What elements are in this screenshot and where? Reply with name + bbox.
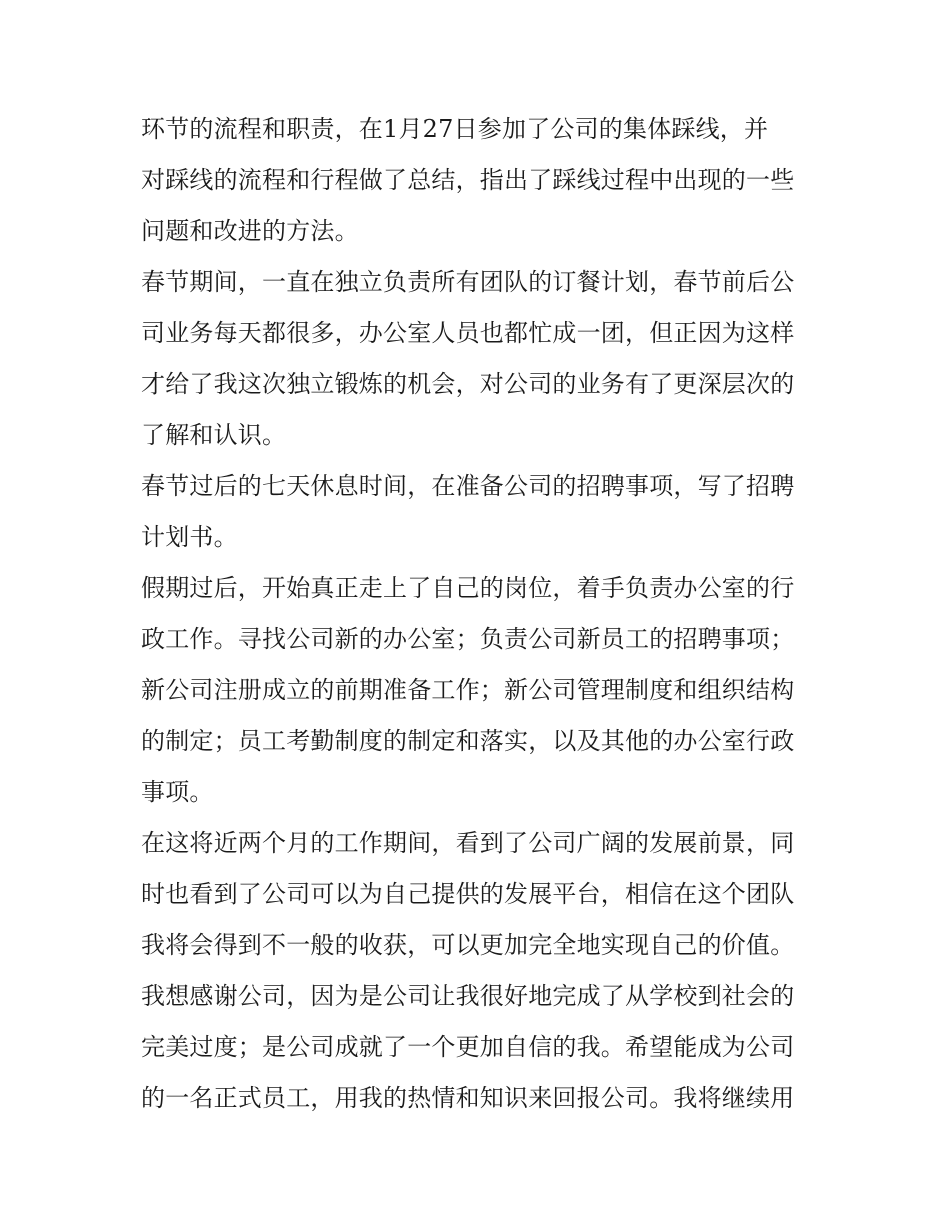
- text-line: 事项。: [141, 778, 214, 806]
- text-line: 对踩线的流程和行程做了总结，指出了踩线过程中出现的一些: [141, 166, 795, 194]
- text-line: 了解和认识。: [141, 421, 287, 449]
- text-line: 新公司注册成立的前期准备工作；新公司管理制度和组织结构: [141, 676, 795, 704]
- document-body: [141, 104, 813, 1124]
- text-line: 时也看到了公司可以为自己提供的发展平台，相信在这个团队: [141, 880, 795, 908]
- text-line: 春节过后的七天休息时间，在准备公司的招聘事项，写了招聘: [141, 472, 795, 500]
- text-line: 在这将近两个月的工作期间，看到了公司广阔的发展前景，同: [141, 829, 795, 857]
- text-line: 才给了我这次独立锻炼的机会，对公司的业务有了更深层次的: [141, 370, 795, 398]
- text-line: 政工作。寻找公司新的办公室；负责公司新员工的招聘事项；: [141, 625, 795, 653]
- text-line: 司业务每天都很多，办公室人员也都忙成一团，但正因为这样: [141, 319, 795, 347]
- text-line: 问题和改进的方法。: [141, 217, 359, 245]
- text-line: 假期过后，开始真正走上了自己的岗位，着手负责办公室的行: [141, 574, 795, 602]
- text-line: 的一名正式员工，用我的热情和知识来回报公司。我将继续用: [141, 1084, 795, 1112]
- text-line: 的制定；员工考勤制度的制定和落实，以及其他的办公室行政: [141, 727, 795, 755]
- text-line: 完美过度；是公司成就了一个更加自信的我。希望能成为公司: [141, 1033, 795, 1061]
- text-line: 环节的流程和职责，在1月27日参加了公司的集体踩线，并: [141, 115, 769, 143]
- text-line: 我想感谢公司，因为是公司让我很好地完成了从学校到社会的: [141, 982, 795, 1010]
- text-line: 计划书。: [141, 523, 238, 551]
- text-line: 春节期间，一直在独立负责所有团队的订餐计划，春节前后公: [141, 268, 795, 296]
- text-line: 我将会得到不一般的收获，可以更加完全地实现自己的价值。: [141, 931, 795, 959]
